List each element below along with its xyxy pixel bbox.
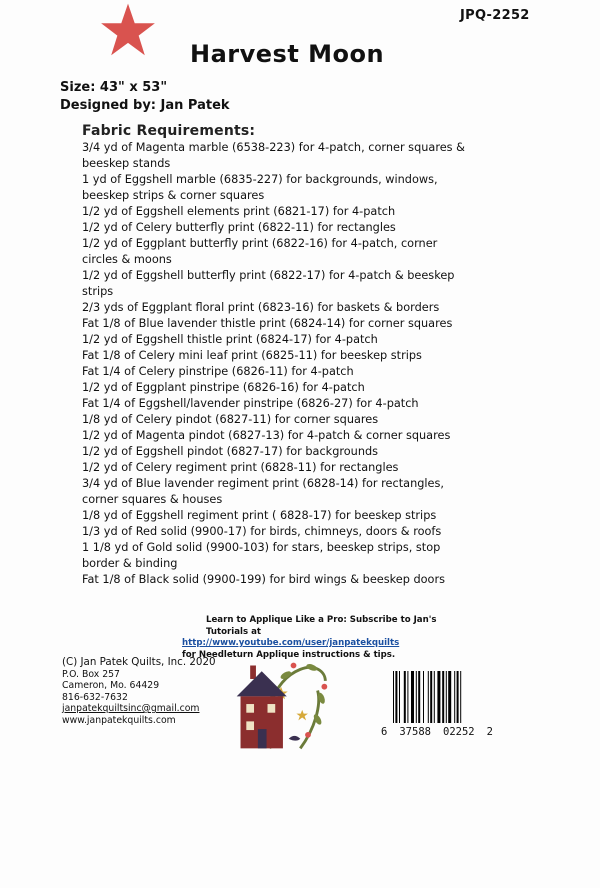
city: Cameron, Mo. 64429 [62,680,160,691]
list-item: 1/8 yd of Eggshell regiment print ( 6828-17) for beeskep strips [82,509,437,522]
youtube-link[interactable]: http://www.youtube.com/user/janpatekquilts [182,638,400,648]
pattern-code: JPQ-2252 [460,8,530,23]
list-item: 1/2 yd of Eggshell pindot (6827-17) for backgrounds [82,445,379,458]
list-item: 1/8 yd of Celery pindot (6827-11) for corner squares [82,413,379,426]
list-item: 1/2 yd of Eggplant pinstripe (6826-16) for 4-patch [82,381,365,394]
list-item: 2/3 yds of Eggplant floral print (6823-16) for baskets & borders [82,301,440,314]
list-item: Fat 1/4 of Celery pinstripe (6826-11) for 4-patch [82,365,354,378]
email-link[interactable]: janpatekquiltsinc@gmail.com [62,703,200,714]
barcode-digit: 2 [486,726,493,738]
barcode-number [381,726,493,738]
list-item: 1/2 yd of Celery regiment print (6828-11) for rectangles [82,461,399,474]
list-item: 1/2 yd of Eggshell elements print (6821-17) for 4-patch [82,205,396,218]
po-box: P.O. Box 257 [62,668,120,680]
quilt-house-illustration [232,652,330,758]
website-link[interactable]: www.janpatekquilts.com [62,714,176,726]
contact-info [62,657,216,726]
applique-line: Learn to Applique Like a Pro: Subscribe to Jan's Tutorials at [206,615,437,637]
list-item: 1/2 yd of Eggshell butterfly print (6822-17) for 4-patch & beeskep strips [82,269,455,298]
list-item: 3/4 yd of Blue lavender regiment print (6828-14) for rectangles, corner squares & houses [82,477,444,506]
phone: 816-632-7632 [62,691,128,703]
applique-line: for Needleturn Applique instructions & tips. [182,649,396,660]
list-item: 1/2 yd of Magenta pindot (6827-13) for 4-patch & corner squares [82,429,451,442]
list-item: 1/2 yd of Celery butterfly print (6822-11) for rectangles [82,221,396,234]
list-item: 1 1/8 yd of Gold solid (9900-103) for stars, beeskep strips, stop border & binding [82,541,441,570]
quilt-size: Size: 43" x 53" [60,80,168,95]
list-item: 1/2 yd of Eggshell thistle print (6824-17) for 4-patch [82,333,378,346]
designer: Designed by: Jan Patek [60,98,230,113]
barcode-digit: 02252 [443,726,475,738]
list-item: Fat 1/8 of Black solid (9900-199) for bird wings & beeskep doors [82,573,446,586]
list-item: Fat 1/4 of Eggshell/lavender pinstripe (6826-27) for 4-patch [82,397,419,410]
copyright: (C) Jan Patek Quilts, Inc. 2020 [62,656,216,668]
list-item: 1/3 yd of Red solid (9900-17) for birds, chimneys, doors & roofs [82,525,442,538]
list-item: Fat 1/8 of Celery mini leaf print (6825-11) for beeskep strips [82,349,422,362]
page-title: Harvest Moon [190,40,385,68]
star-logo-icon [100,2,156,58]
list-item: 1/2 yd of Eggplant butterfly print (6822-16) for 4-patch, corner circles & moons [82,237,438,266]
fabric-requirements-title: Fabric Requirements: [82,123,256,139]
list-item: 3/4 yd of Magenta marble (6538-223) for 4-patch, corner squares & beeskep stands [82,141,465,170]
list-item: Fat 1/8 of Blue lavender thistle print (6824-14) for corner squares [82,317,453,330]
barcode-digit: 37588 [399,726,431,738]
barcode-icon [393,671,486,723]
fabric-requirements [82,123,472,588]
list-item: 1 yd of Eggshell marble (6835-227) for backgrounds, windows, beeskep strips & corner squares [82,173,438,202]
barcode-digit: 6 [381,726,388,738]
